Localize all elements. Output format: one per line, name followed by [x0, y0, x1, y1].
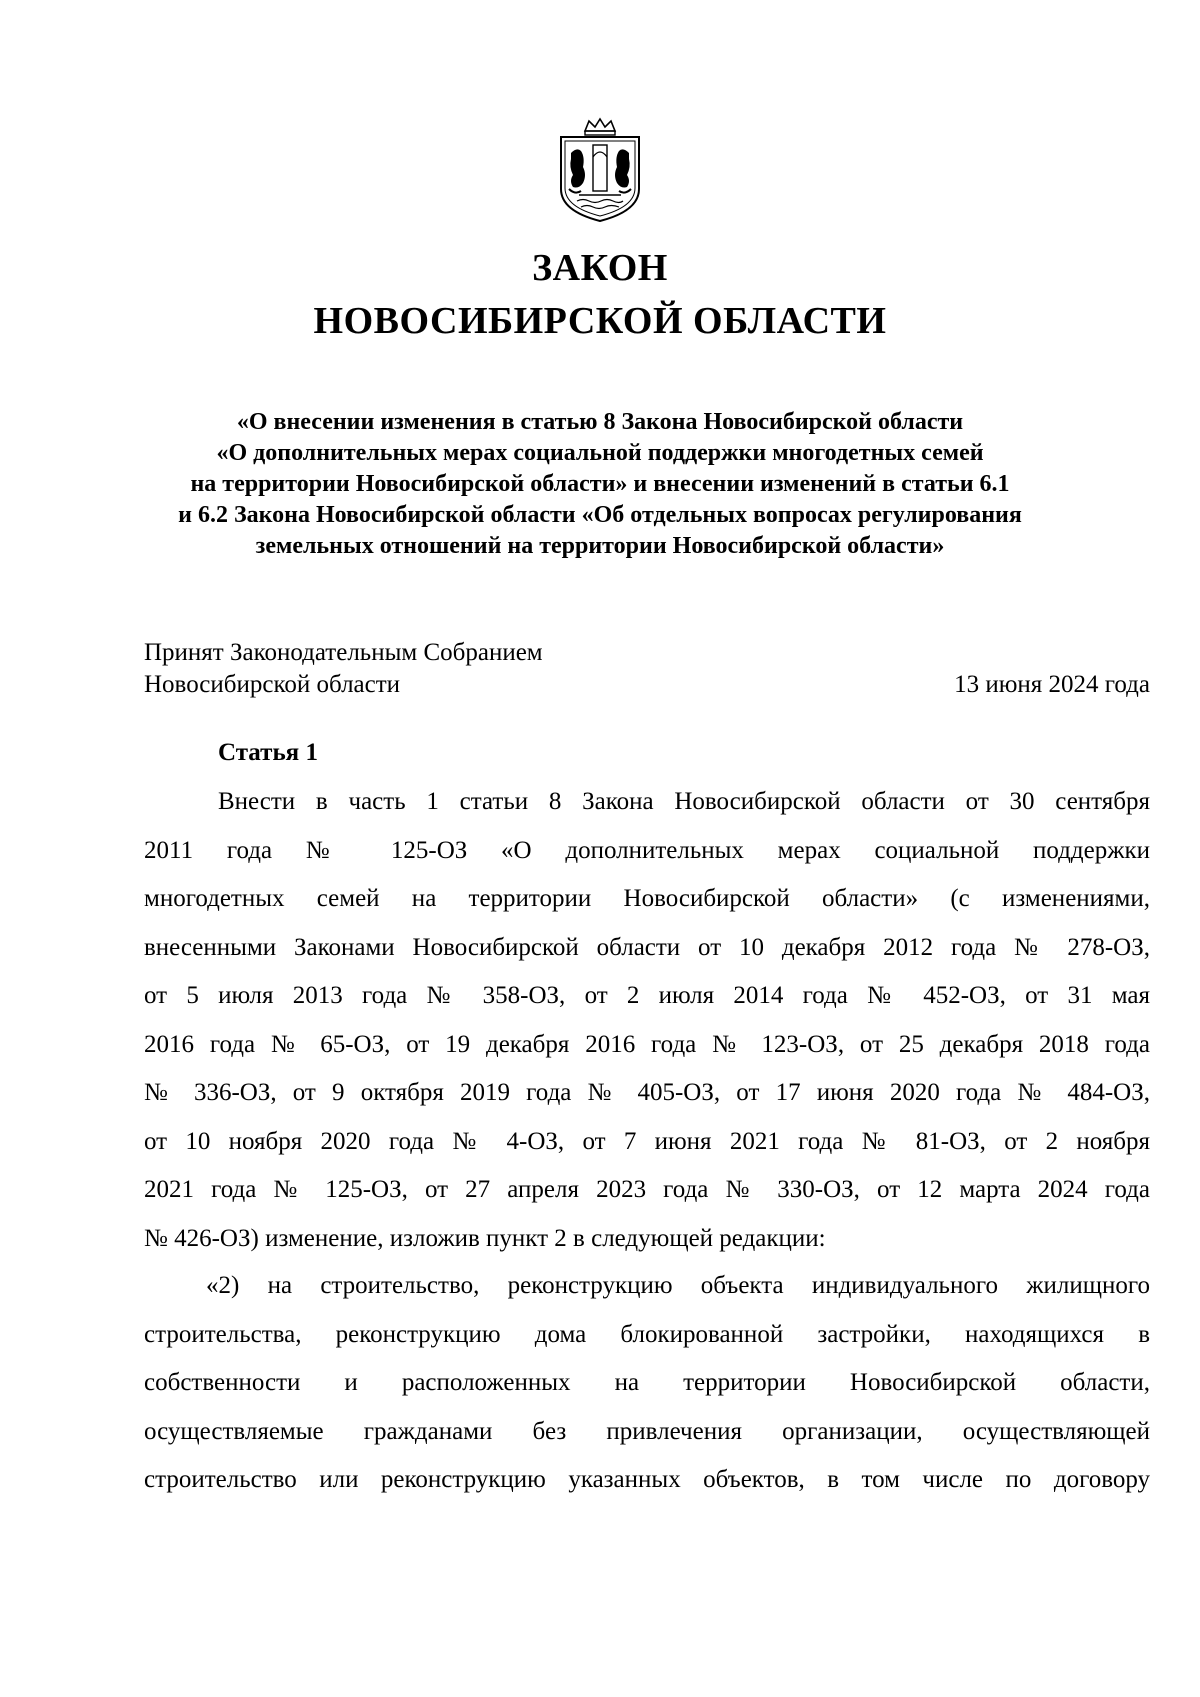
paragraph-line: 2011 года № 125-ОЗ «О дополнительных мерах социальной поддержки: [144, 836, 1150, 864]
paragraph-line: собственности и расположенных на территории Новосибирской области,: [144, 1369, 1150, 1396]
adopted-by-line-2: Новосибирской области: [144, 671, 401, 698]
paragraph-line: № 336-ОЗ, от 9 октября 2019 года № 405-ОЗ, от 17 июня 2020 года № 484-ОЗ,: [144, 1079, 1150, 1106]
paragraph-line: от 10 ноября 2020 года № 4-ОЗ, от 7 июня 2021 года № 81-ОЗ, от 2 ноября: [144, 1127, 1150, 1155]
paragraph-line: Внести в часть 1 статьи 8 Закона Новосибирской области от 30 сентября: [218, 788, 1150, 815]
law-title-line-2: НОВОСИБИРСКОЙ ОБЛАСТИ: [313, 300, 887, 342]
paragraph-line: от 5 июля 2013 года № 358-ОЗ, от 2 июля 2014 года № 452-ОЗ, от 31 мая: [144, 982, 1150, 1009]
subtitle-line: земельных отношений на территории Новосибирской области»: [255, 533, 945, 559]
article-paragraph-1: [144, 778, 1150, 1263]
law-title-line-1: ЗАКОН: [532, 247, 668, 289]
adoption-date: 13 июня 2024 года: [954, 671, 1150, 698]
paragraph-line: строительство или реконструкцию указанных объектов, в том числе по договору: [144, 1466, 1150, 1493]
paragraph-line: строительства, реконструкцию дома блокированной застройки, находящихся в: [144, 1320, 1150, 1348]
article-paragraph-2: [144, 1262, 1150, 1505]
paragraph-line: многодетных семей на территории Новосибирской области» (с изменениями,: [144, 885, 1150, 912]
law-subtitle: [100, 407, 1100, 562]
adopted-by-line-1: Принят Законодательным Собранием: [144, 639, 543, 666]
subtitle-line: «О внесении изменения в статью 8 Закона Новосибирской области: [236, 409, 964, 435]
article-heading: Статья 1: [218, 739, 318, 766]
adopted-by-block: [144, 637, 543, 701]
paragraph-line: 2016 года № 65-ОЗ, от 19 декабря 2016 года № 123-ОЗ, от 25 декабря 2018 года: [144, 1030, 1150, 1058]
subtitle-line: «О дополнительных мерах социальной поддержки многодетных семей: [216, 440, 984, 466]
paragraph-line: осуществляемые гражданами без привлечения организации, осуществляющей: [144, 1417, 1150, 1445]
coat-of-arms-icon: [555, 117, 645, 223]
subtitle-line: и 6.2 Закона Новосибирской области «Об отдельных вопросах регулирования: [178, 502, 1022, 528]
paragraph-line: 2021 года № 125-ОЗ, от 27 апреля 2023 года № 330-ОЗ, от 12 марта 2024 года: [144, 1176, 1150, 1203]
paragraph-line: № 426-ОЗ) изменение, изложив пункт 2 в следующей редакции:: [144, 1224, 826, 1252]
paragraph-line: внесенными Законами Новосибирской области от 10 декабря 2012 года № 278-ОЗ,: [144, 933, 1150, 961]
paragraph-line: «2) на строительство, реконструкцию объекта индивидуального жилищного: [206, 1272, 1150, 1299]
subtitle-line: на территории Новосибирской области» и внесении изменений в статьи 6.1: [190, 471, 1010, 497]
